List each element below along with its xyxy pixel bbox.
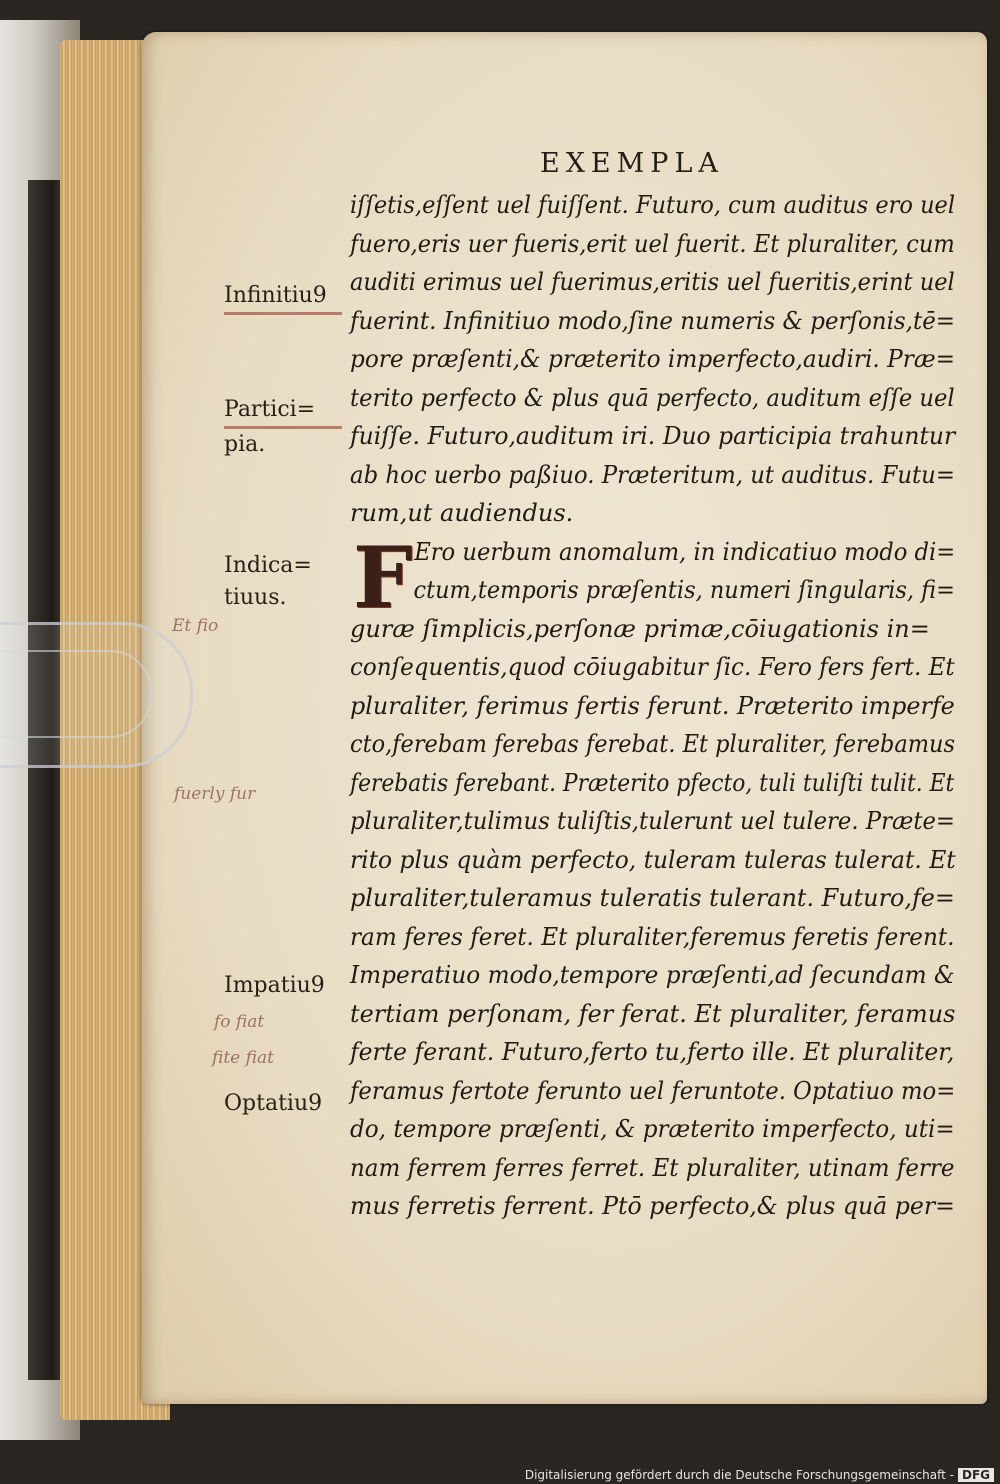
text-line: rum,ut audiendus. [350, 499, 574, 527]
text-line: conſequentis,quod cōiugabitur ſic. Fero fers fert. Et [350, 653, 955, 681]
handwritten-note: fuerly fur [174, 784, 256, 804]
text-line: ferte ferant. Futuro,ferto tu,ferto ille. Et pluraliter, [350, 1038, 955, 1066]
dfg-logo: DFG [958, 1468, 994, 1482]
handwritten-note: fo fiat [214, 1012, 265, 1032]
text-line: pluraliter,tuleramus tuleratis tulerant. Futuro,fe= [350, 884, 955, 912]
text-line: pore præſenti,& præterito imperfecto,audiri. Præ= [350, 345, 956, 373]
margin-label: Partici= [224, 394, 342, 429]
margin-label: Indica= [224, 553, 312, 578]
plastic-clip-inner [0, 650, 152, 738]
text-line: ab hoc uerbo paßiuo. Præteritum, ut auditus. Futu= [350, 460, 955, 489]
digitization-credit [525, 1468, 994, 1482]
text-line: pluraliter,tulimus tuliſtis,tulerunt uel tulere. Præte= [350, 807, 955, 835]
text-line: ctum,temporis præſentis, numeri ſingularis, fi= [413, 576, 955, 604]
handwritten-note: Et fio [172, 616, 219, 636]
text-line: fuerint. Infinitiuo modo,ſine numeris & perſonis,tē= [350, 306, 956, 335]
margin-note-indicatiuus [224, 550, 342, 614]
credit-text: Digitalisierung gefördert durch die Deutsche Forschungsgemeinschaft - [524, 1468, 954, 1482]
text-line: Imperatiuo modo,tempore præſenti,ad ſecundam & [350, 961, 955, 989]
text-line: fuero,eris uer fueris,erit uel fuerit. Et pluraliter, cum [350, 229, 955, 258]
text-line: iſſetis,eſſent uel fuiſſent. Futuro, cum auditus ero uel [350, 191, 956, 219]
handwritten-note: fite fiat [212, 1048, 274, 1068]
text-line: cto,ferebam ferebas ferebat. Et pluraliter, ferebamus [350, 730, 955, 758]
text-line: feramus fertote ferunto uel feruntote. Optatiuo mo= [350, 1076, 956, 1105]
margin-note-imperatiuo [224, 970, 342, 1002]
margin-label: Infinitiu9 [224, 280, 342, 315]
decorated-initial: F [353, 528, 413, 627]
margin-label: Optatiu9 [224, 1091, 323, 1116]
text-line: ferebatis ferebant. Præterito pfecto, tuli tuliſti tulit. Et [350, 768, 955, 797]
text-line: Ero uerbum anomalum, in indicatiuo modo di= [414, 537, 956, 566]
text-line: tertiam perſonam, fer ferat. Et pluraliter, feramus [350, 999, 956, 1028]
text-line: rito plus quàm perfecto, tuleram tuleras tulerat. Et [350, 845, 956, 874]
margin-label: tiuus. [224, 585, 287, 610]
text-line: terito perfecto & plus quā perfecto, auditum eſſe uel [350, 383, 955, 412]
main-text-block [350, 186, 955, 1226]
text-line: fuiſſe. Futuro,auditum iri. Duo participia trahuntur [350, 422, 956, 450]
page-header: EXEMPLA [540, 148, 724, 179]
text-line: nam ferrem ferres ferret. Et pluraliter, utinam ferre [350, 1153, 955, 1182]
margin-note-optatiuo [224, 1088, 342, 1120]
margin-note-infinitiuo [224, 280, 342, 315]
margin-note-participia [224, 394, 342, 461]
text-line: pluraliter, ferimus fertis ferunt. Præterito imperfe [350, 691, 955, 720]
margin-label: Impatiu9 [224, 973, 325, 998]
text-line: mus ferretis ferrent. Ptō perfecto,& plus quā per= [350, 1192, 955, 1220]
text-line: do, tempore præſenti, & præterito imperfecto, uti= [350, 1115, 955, 1143]
margin-label: pia. [224, 432, 266, 457]
text-line: auditi erimus uel fuerimus,eritis uel fueritis,erint uel [350, 268, 955, 296]
text-line: guræ ſimplicis,perſonæ primæ,cōiugationis in= [350, 614, 930, 643]
text-line: ram feres feret. Et pluraliter,feremus feretis ferent. [350, 922, 955, 951]
